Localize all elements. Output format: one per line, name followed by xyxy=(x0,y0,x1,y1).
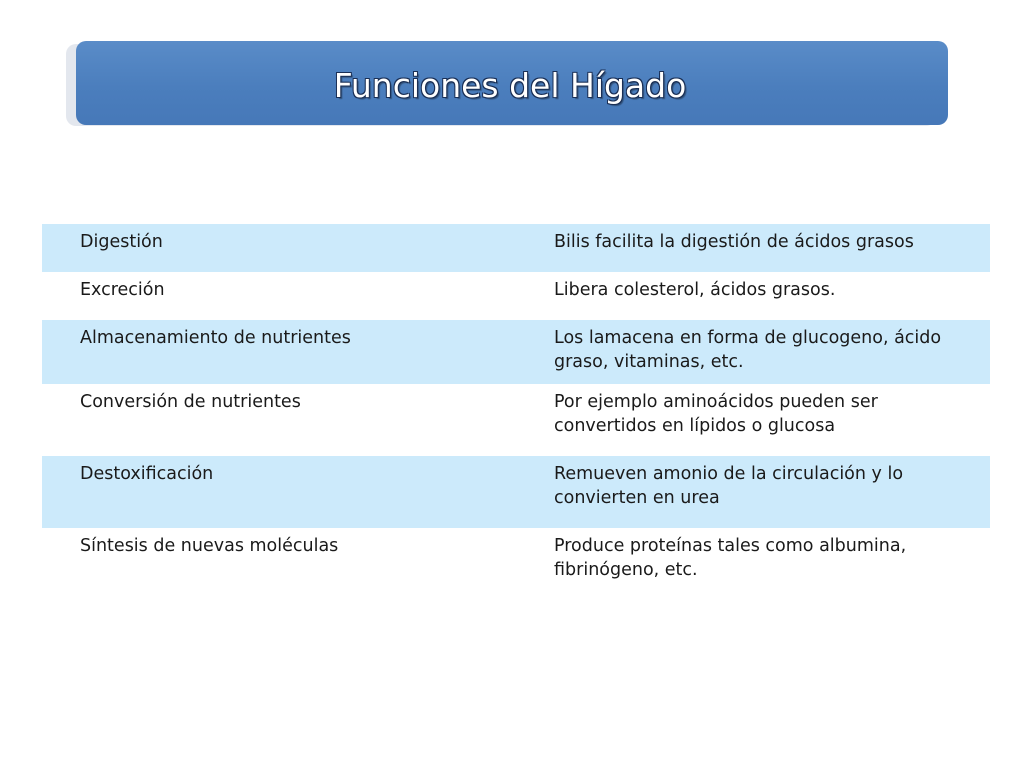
table-row xyxy=(42,272,990,320)
function-name-cell: Conversión de nutrientes xyxy=(80,392,301,412)
function-name-cell: Excreción xyxy=(80,280,165,300)
table-row xyxy=(42,456,990,528)
function-description-cell: Por ejemplo aminoácidos pueden ser convertidos en lípidos o glucosa xyxy=(554,392,878,436)
slide-title: Funciones del Hígado xyxy=(333,65,687,105)
function-description-cell: Los lamacena en forma de glucogeno, ácido graso, vitaminas, etc. xyxy=(554,328,942,372)
function-description-cell: Produce proteínas tales como albumina, fibrinógeno, etc. xyxy=(554,536,907,580)
function-description-cell: Libera colesterol, ácidos grasos. xyxy=(554,280,836,300)
function-name-cell: Almacenamiento de nutrientes xyxy=(80,328,351,348)
function-name-cell: Destoxificación xyxy=(80,464,214,484)
table-row xyxy=(42,224,990,272)
table-row xyxy=(42,528,990,592)
functions-table xyxy=(42,224,990,592)
function-name-cell: Digestión xyxy=(80,232,163,252)
title-banner xyxy=(76,41,948,125)
table-row xyxy=(42,320,990,384)
function-name-cell: Síntesis de nuevas moléculas xyxy=(80,536,339,556)
function-description-cell: Bilis facilita la digestión de ácidos grasos xyxy=(554,232,914,252)
table-row xyxy=(42,384,990,456)
function-description-cell: Remueven amonio de la circulación y lo convierten en urea xyxy=(554,464,904,508)
